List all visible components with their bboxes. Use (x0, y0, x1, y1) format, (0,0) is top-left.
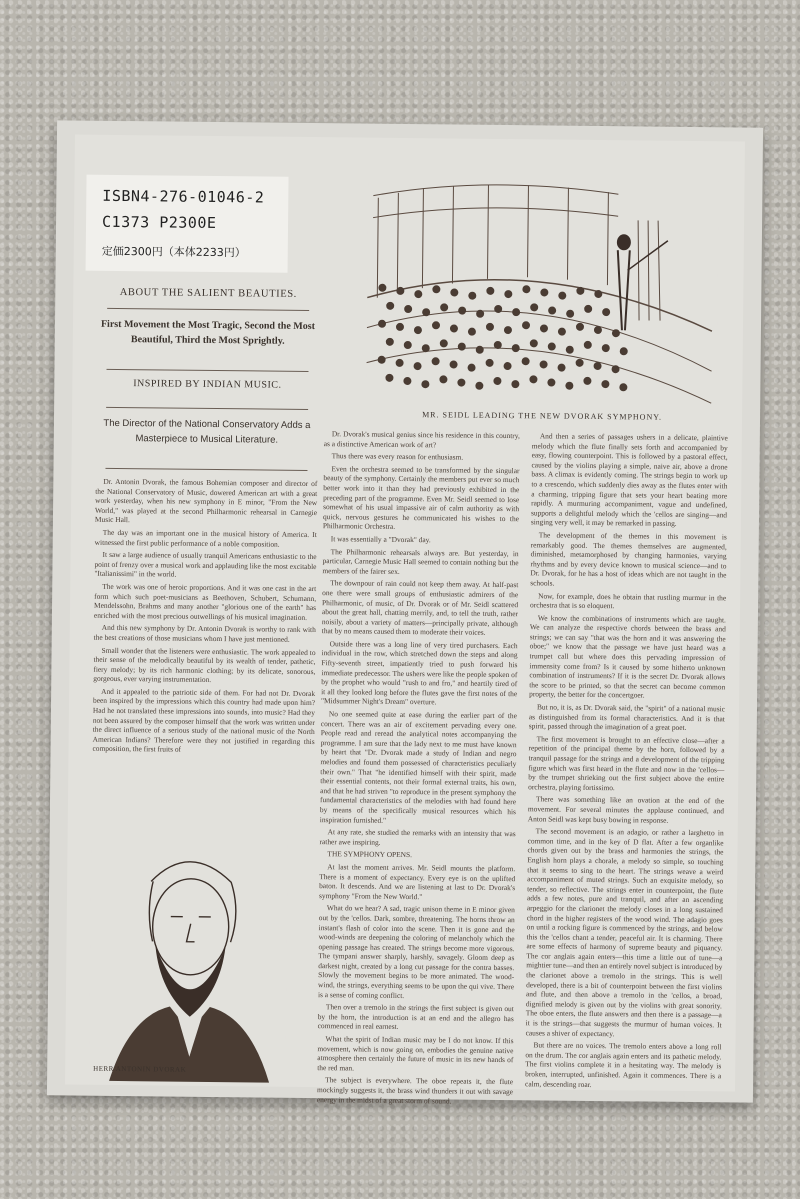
article-paragraph: There was something like an ovation at the end of the movement. For several minutes the applause continued, and Anton Seidl was kept busy bowing in response. (527, 794, 725, 825)
article-paragraph: But there are no voices. The tremolo enters above a long roll on the drum. The cor anglais again enters and its pathetic melody. The first violins complete it in a hesitating way. The melody is broken, interrupted, unfinished. Again it commences. There is a calm, descending roar. (525, 1040, 722, 1089)
article-paragraph: Now, for example, does he obtain that rustling murmur in the orchestra that is so eloquent. (530, 590, 727, 611)
divider (107, 369, 309, 372)
article-paragraph: And it appealed to the patriotic side of them. For had not Dr. Dvorak been inspired by the impressions which this country had made upon him? Had he not translated these impressions into sounds, into music? Had they not been assured by the composer himself that the work was written under the direct influence of a serious study of the national music of the North American Indians? Therefore were they not justified in regarding this composition, the first fruits of (92, 686, 316, 755)
article-paragraph: Dr. Antonin Dvorak, the famous Bohemian composer and director of the National Conservatory of Music, dowered American art with a great work yesterday, when his new symphony in E minor, "From the New World," was played at the second Philharmonic rehearsal in Carnegie Music Hall. (94, 476, 318, 525)
article-paragraph: It was essentially a "Dvorak" day. (330, 534, 431, 545)
article-paragraph: At last the moment arrives. Mr. Seidl mounts the platform. There is a moment of expectancy. Every eye is on the uplifted baton. It descends. And we are listening at last to Dr. Dvorak's symphony "From the New World." (318, 862, 516, 901)
divider (107, 308, 309, 311)
article-paragraph: Thus there was every reason for enthusiasm. (331, 451, 464, 462)
article-paragraph: We know the combinations of instruments which are taught. We can analyze the respective chords between the brass and strings; we can say "that was the horn and it was answering the oboe;" we know that the passage we have just heard was a trumpet call but where does this pervading impression of immensity come from? Is it caused by some hitherto unknown combination of instruments? If it is the secret Dr. Dvorak allows the score to be printed, so that the secret can become common property, the better for the concertgoer. (529, 613, 726, 700)
article-paragraph: No one seemed quite at ease during the earlier part of the concert. There was an air of excitement pervading every one. People read and reread the analytical notes accompanying the programme. I am sure that the lady next to me must have known by heart that "Dr. Dvorak made a study of Indian and negro melodies and found them possessed of characteristics peculiarly their own." That "he identified himself with their spirit, made their essential contents, not their formal external traits, his own, and that he had striven "to reproduce in the present symphony the fundamental characteristics of the melodies with had found here by means of the specifically musical resources which his inspiration furnished." (319, 709, 517, 825)
article-paragraph: But no, it is, as Dr. Dvorak said, the "spirit" of a national music as distinguished from its formal characteristics. And it is that spirit, passed through the imagination of a great poet. (528, 702, 726, 733)
article-column-2 (317, 429, 520, 1109)
article-paragraph: Outside there was a long line of very tired purchasers. Each individual in the row, which stretched down the steps and along Fifty-seventh street, impatiently tried to push forward his immediate predecessor. The ushers were like the people spoken of by the prophet who would "rush to and fro," and heartily tired of it all they looked long before the flutes gave the first notes of the "Midsummer Night's Dream" overture. (321, 639, 518, 707)
article-text-column-1 (92, 477, 317, 756)
headline-section: INSPIRED BY INDIAN MUSIC. (133, 378, 282, 391)
article-paragraph: THE SYMPHONY OPENS. (327, 849, 413, 860)
divider (105, 468, 307, 471)
article-paragraph: At any rate, she studied the remarks with an intensity that was rather awe inspiring. (319, 827, 516, 847)
article-text-column-2 (317, 429, 520, 1106)
article-paragraph: The day was an important one in the musical history of America. It witnessed the first public performance of a noble composition. (94, 527, 317, 549)
article-column-1 (92, 287, 319, 759)
dust-jacket (65, 135, 745, 1106)
article-paragraph: Dr. Dvorak's musical genius since his residence in this country, as a distinctive American work of art? (323, 429, 520, 449)
article-paragraph: The Philharmonic rehearsals always are. But yesterday, in particular, Carnegie Music Hall seemed to contain nothing but the members of the fairer sex. (322, 546, 519, 576)
divider (106, 407, 308, 410)
article-paragraph: The development of the themes in this movement is remarkably good. The themes themselves are augmented, diminished, metamorphosed by changing harmonies, varying rhythms and by every device known to musical science—and to Dr. Dvorak, for he has a host of ideas which are not taught in the schools. (530, 530, 727, 588)
engraving-caption: MR. SEIDL LEADING THE NEW DVORAK SYMPHONY. (422, 410, 663, 422)
article-paragraph: What do we hear? A sad, tragic unison theme in E minor given out by the 'cellos. Dark, sombre, threatening. The horns throw an instant's flash of color into the scene. Then it is gone and the wood-winds are deepening the coloring of melancholy which the opening passage has created. The strings become more vigorous. The tympani answer sharply, harshly, savagely. Gloom deep as darkest night, created by a long cut passage for the contra basses. Slowly the movement begins to be more animated. The wood-wind, the strings, everything seems to be upon the qui vive. There is a sense of coming conflict. (317, 903, 515, 1000)
article-paragraph: The second movement is an adagio, or rather a larghetto in common time, and in the key of D flat. After a few organlike chords given out by the brass and harmonies the strings, the English horn plays a chorale, a melody so simple, so touching that it seems to sing to the heart. The strings weave a weird accompaniment of muted strings. Such an exquisite melody, so tender, so reflective. The strings enter in counterpoint, the flute adds a few notes, pure and tranquil, and after an ascending arpeggio for the clarionet the melody closes in a long sustained chord in the higher registers of the wood wind. The adagio goes on until a rocking figure is commenced by the strings, and below this the 'cellos chant a tender, peaceful air. It is charming. There are some effects of harmony of supreme beauty and piquancy. The cor anglais again enters—this time a little out of tune—a mightier tune—and then an entirely novel subject is introduced by the clarionet above a tremolo in the strings. This is well developed, there is a bit of counterpoint between the first violins and flute, and then above a tremolo in the 'cellos, a broad, dignified melody is given out by the violins with great sonority. The oboe enters, the flute answers and then there is a passage—a it is the strings—that suggests the murmur of human voices. It causes a shiver of expectancy. (525, 826, 724, 1038)
article-column-3 (525, 431, 728, 1093)
article-paragraph: The first movement is brought to an effective close—after a repetition of the principal theme by the horn, followed by a tranquil passage for the strings and a development of the tripping figure which was first heard in the flute and now in the 'cellos—by the trumpet shrieking out the first subject above the entire orchestra, playing fortissimo. (528, 734, 725, 792)
headline-title: ABOUT THE SALIENT BEAUTIES. (119, 286, 297, 300)
isbn-number: ISBN4-276-01046-2 (102, 186, 265, 207)
book-back-cover (47, 120, 763, 1106)
article-paragraph: Even the orchestra seemed to be transformed by the singular beauty of the symphony. Certainly the members put ever so much better work into it than they had previously exhibited in the preceding part of the programme. Even Mr. Seidl seemed to lose somewhat of his usual impassive air of calm authority as with quick, nervous gestures he communicated his wishes to the Philharmonic Orchestra. (322, 464, 520, 532)
headline-deck: The Director of the National Conservatory Adds a Masterpiece to Musical Literature. (103, 417, 311, 446)
article-paragraph: And this new symphony by Dr. Antonin Dvorak is worthy to rank with the best creations of those musicians whom I have just mentioned. (93, 623, 316, 644)
article-text-column-3 (525, 431, 728, 1090)
article-paragraph: And then a series of passages ushers in a delicate, plaintive melody which the flute finally sets forth and accompanied by easy, flowing counterpoint. This is followed by a pastoral effect, caused by the violins playing a simple, naive air, above a drone bass. A climax is evidently coming. The strings begin to work up to a crescendo, which suddenly dies away as the flutes enter with a charming, tripping figure that sets your heart beating more rapidly. A murmuring accompaniment, vague and undefined, supports a delightful melody which the 'cellos are singing—and singing very well, it may be remarked in passing. (530, 431, 728, 529)
article-paragraph: The subject is everywhere. The oboe repeats it, the flute mockingly suggests it, the brass wind thunders it out with savage energy in the midst of a great storm of sound. (316, 1075, 514, 1106)
dvorak-portrait (89, 841, 288, 1083)
portrait-caption: HERR ANTONIN DVORAK (93, 1064, 187, 1074)
article-paragraph: It saw a large audience of usually tranquil Americans enthusiastic to the point of frenzy over a musical work and applauding like the most excitable "Italianissimi" in the world. (94, 549, 317, 579)
classification-code: C1373 P2300E (101, 212, 217, 233)
orchestra-engraving (366, 178, 718, 412)
price-label: 定価2300円（本体2233円） (101, 244, 246, 260)
article-paragraph: The work was one of heroic proportions. And it was one cast in the art form which such poet-musicians as Beethoven, Schubert, Schumann, Mendelssohn, Brahms and many another "glorious one of the earth" has enriched with the most precious outwellings of his musical imagination. (93, 581, 317, 622)
article-paragraph: The downpour of rain could not keep them away. At half-past one there were small groups of enthusiastic admirers of the Philharmonic, of music, of Dr. Dvorak or of Mr. Seidl scattered about the great hall, chatting merrily, and, to tell the truth, rather noisily, about a variety of matters—principally private, although that by no means caused them to moderate their voices. (321, 578, 519, 638)
article-paragraph: Then over a tremolo in the strings the first subject is given out by the horn, the introduction is at an end and the allegro has commenced in real earnest. (317, 1002, 514, 1032)
article-paragraph: What the spirit of Indian music may be I do not know. If this movement, which is now going on, embodies the genuine native atmosphere then certainly the future of music in its new hands of the red man. (317, 1034, 514, 1073)
headline-subtitle: First Movement the Most Tragic, Second the Most Beautiful, Third the Most Sprightly. (100, 318, 316, 347)
article-paragraph: Small wonder that the listeners were enthusiastic. The work appealed to their sense of the melodically beautiful by its wealth of tender, pathetic, fiery melody; by its rich harmonic clothing; by its delicate, sonorous, gorgeous, ever varying instrumentation. (93, 645, 316, 685)
